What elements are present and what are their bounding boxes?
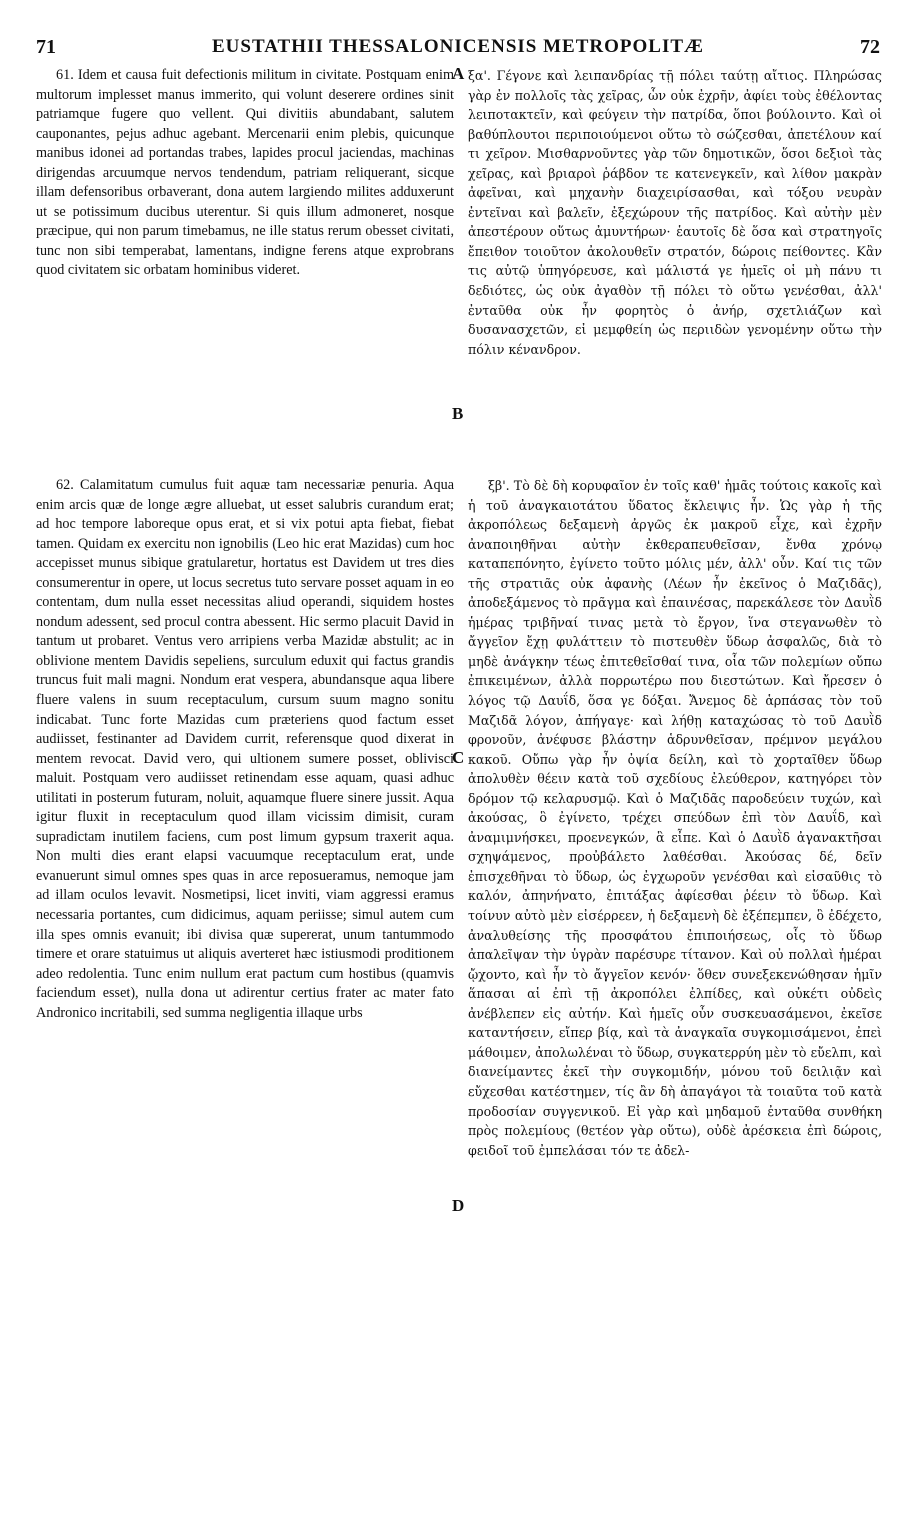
greek-column-section-61	[468, 66, 882, 359]
latin-column-section-61	[36, 66, 454, 281]
margin-marker-d: D	[452, 1196, 465, 1215]
running-title: EUSTATHII THESSALONICENSIS METROPOLITÆ	[211, 36, 705, 57]
latin-paragraph-61: 61. Idem et causa fuit defectionis militum in civitate. Postquam enim multorum implesset manus immerito, qui volunt deserere ordines sinit patriamque fugere quo vellent. Qui divitiis abundabant, salutem cauponantes, pejus adhuc agebant. Mercenarii enim plebis, quicunque manibus idonei ad portandas trabes, lapides procul jaciendas, machinas dirigendas arcuumque nervos tendendum, patriam reliquerant, sicque illam defensoribus orbaverant, dona autem largiendo milites adduxerunt ut se potissimum ducibus uterentur. Si quis illum admoneret, nosque præcipue, qui non parum timebamus, ne ille status rerum obesset civitati, tunc non sibi temperabat, lamentans, indigne ferens atque exprobrans quod civitatem sic orbatam hominibus videret.	[36, 67, 454, 279]
margin-marker-a: A	[452, 64, 465, 83]
latin-column-section-62	[36, 476, 454, 1023]
greek-paragraph-62: ξβ'. Τὸ δὲ δὴ κορυφαῖον ἐν τοῖς καθ' ἡμᾶς τούτοις κακοῖς καὶ ἡ τοῦ ἀναγκαιοτάτου ὕδατος ἔκλειψις ἦν. Ὡς γὰρ ἡ τῆς ἀκροπόλεως δεξαμενὴ ἀργῶς ἐκ μακροῦ εἶχε, καὶ ἐχρῆν ἀναποιηθῆναι αὐτὴν ἐκθεραπευθεῖσαν, ἔνθα χρόνῳ καταπεπόνητο, ἐγίνετο τοῦτο μόλις μέν, ἀλλ' οὖν. Καί τις τῶν τῆς στρατιᾶς οὐκ ἀφανὴς (Λέων ἦν ἐκεῖνος ὁ Μαζιδᾶς), ἀποδεξάμενος τὸ πρᾶγμα καὶ ἐπαινέσας, παρεκάλεσε τὸν Δαυῒδ ἡμέρας τριβῆναί τινας μετὰ τὸ ἔργον, ἵνα στεγανωθὲν τὸ ἄγγεῖον ἔχῃ φυλάττειν τὸ πιστευθὲν ὕδωρ ἀσφαλῶς, διὰ τὸ μηδὲ ἀνάγκην τέως ἐπιτεθεῖσθαί τινα, οἷα τῶν πολεμίων οὔπω ἐπικειμένων, ἀλλὰ πορρωτέρω που διεστώτων. Καὶ ἤρεσεν ὁ λόγος τῷ Δαυΐδ, ὅσα γε δόξαι. Ἄνεμος δὲ ἁρπάσας τὸν τοῦ Μαζιδᾶ λόγον, ἀπήγαγε· καὶ λήθῃ καταχώσας τὸ τοῦ Δαυῒδ φρονοῦν, ἀνέφυσε βλάστην ἁδρυνθεῖσαν, πρέμνον μεγάλου κακοῦ. Οὔπω γὰρ ἦν ὀψία δείλη, καὶ τὸ χορταῖθεν ὕδωρ ἀπολυθὲν θέειν κατὰ τοῦ σχεδίους ἐλεύθερον, κατηγόρει τὸν δρόμον τῷ κελαρυσμῷ. Καὶ ὁ Μαζιδᾶς παροδεύειν τυχών, καὶ ἀκούσας, ὃ ἐγίνετο, τρέχει σπεύδων ἐπὶ τὸν Δαυΐδ, καὶ ἀναμιμνήσκει, προενεγκών, ἃ εἶπε. Καὶ ὁ Δαυῒδ ἀγανακτῆσαι σχηψάμενος, προὐβάλετο λαθέσθαι. Ἀκούσας δέ, δεῖν ἐπισχεθῆναι τὸ ὕδωρ, ὡς ἐγχωροῦν γενέσθαι καὶ εἰσαῦθις τὸ καλόν, ἀπηνήνατο, ἐπιτάξας ἀφίεσθαι ῥέειν τὸ ὕδωρ. Καὶ τοίνυν αὐτὸ μὲν εἰσέρρεεν, ἡ δεξαμενὴ δὲ ἐξέπεμπεν, ὃ ἐδέχετο, ἀναλυθείσης τῆς προσφάτου ἐπιποιήσεως, οἷς τὸ ὕδωρ ἀπαλεῖψαν τὴν ὑγρὰν παρέσυρε τίτανον. Καὶ οὐ πολλαὶ ἡμέραι ᾤχοντο, καὶ ἦν τὸ ἄγγεῖον κενόν· ὅθεν συνεξεκενώθησαν ἡμῖν ἅπασαι αἱ ἐπὶ τῇ ἀκροπόλει ἐλπίδες, καὶ οὐκέτι οὐδεὶς ἀνέβλεπεν εἰς αὐτήν. Καὶ ἡμεῖς οὖν συσκευασάμενοι, ἐκεῖσε καταντήσειν, εἴπερ βίᾳ, καὶ τὰ ἀναγκαῖα συγκομισάμενοι, ἐπεὶ μάθοιμεν, ἀπολωλέναι τὸ ὕδωρ, συγκατερρύη μὲν τὸ εὔελπι, καὶ διανείμαντες ἐκεῖ τὴν συγκομιδήν, μόνου τοῦ δειλιᾷν καὶ εὔχεσθαι κατέστημεν, τίς ἂν δὴ ἀπαγάγοι τὰ τοιαῦτα τοῦ κατὰ προδοσίαν συγγενικοῦ. Εἰ γὰρ καὶ μηδαμοῦ ἐνταῦθα συνθήκη πρὸς πολεμίους (θετέον γὰρ οὕτω), οὐδὲ ἀρέσκεια ἐπὶ δώροις, φειδοῖ τοῦ ἐμπελάσαι τόν τε ἀδελ-	[468, 478, 882, 1158]
greek-paragraph-61: ξα'. Γέγονε καὶ λειπανδρίας τῇ πόλει ταύτῃ αἴτιος. Πληρώσας γὰρ ἐν πολλοῖς τὰς χεῖρας, ὧν οὐκ ἐχρῆν, ἀφίει τοὺς ἐθέλοντας λειποτακτεῖν, καὶ φεύγειν τὴν πατρίδα, ὅποι βούλοιντο. Καὶ οἱ βαθύπλουτοι περιποιούμενοι οὕτω τὸ σώζεσθαι, ἀπετέλουν καί τι χεῖρον. Μισθαρνοῦντες γὰρ τῶν δημοτικῶν, ὅσοι δεξιοὶ τὰς χεῖρας, καὶ βριαροὶ ῥάβδον τε κατενεγκεῖν, καὶ λίθον μακρὰν ἀφεῖναι, καὶ μηχανὴν διαχειρίσασθαι, καὶ τόξου νευρὰν ἐντεῖναι καὶ βαλεῖν, ἐξεχώρουν τῆς πατρίδος. Καὶ αὐτὴν μὲν ἀπεστέρουν οὕτως ἀμυντήρων· ἑαυτοῖς δὲ ὅσα καὶ στρατηγοῖς ἔπειθον τοιοῦτον ἀκολουθεῖν στρατόν, δώροις πείθοντες. Κἂν τις αὐτῷ ὑπηγόρευσε, καὶ μάλιστά γε ἡμεῖς οἱ μὴ πάνυ τι δεδιότες, ὡς οὐκ ἀγαθὸν τῇ πόλει τὸ οὕτω γενέσθαι, ἀλλ' ἐνταῦθα οὐκ ἦν φορητὸς ὁ ἀνήρ, σχετλιάζων καὶ δυσανασχετῶν, εἰ μεμφθείη ὡς περιιδὼν γενομένην οὕτω τὴν πόλιν κένανδρον.	[468, 68, 882, 357]
greek-column-section-62	[468, 476, 882, 1160]
margin-marker-b: B	[452, 404, 464, 423]
latin-paragraph-62: 62. Calamitatum cumulus fuit aquæ tam necessariæ penuria. Aqua enim arcis quæ de longe ægre alluebat, ut esset salubris curandum erat; ad hoc tempore laboreque opus erat, et si vix potui apta fiebat, fiebat tamen. Quidam ex exercitu non ignobilis (Leo hic erat Mazidas) cum hoc accepisset munus sibique gratularetur, hortatus est Davidem ut tres dies consumerentur in opere, ut locus secretus tuto servare posset aquam in eo contentam, dum nulla esset necessitas aliud operandi, siquidem hostes nondum adessent, sed procul contra abessent. Hic sermo placuit David in tantum ut probaret. Ventus vero arripiens verba Mazidæ abstulit; ac in oblivione mentem Davidis sepeliens, surculum eduxit qui factus grandis truncus fuit mali magni. Nondum erat vespera, abundansque aqua libere fluere valens in suum receptaculum, cursum suum magno sonitu indicabat. Tunc forte Mazidas cum præteriens quod factum esset audiisset, festinanter ad Davidem currit, referensque quod dixerat in mentem revocat. David vero, qui ultionem sumere posset, oblivisci maluit. Postquam vero audiisset retinendam esse aquam, quasi adhuc utilitati in posterum futuram, noluit, aquamque fluere sinere jussit. Aqua igitur fluxit in receptaculum quod illam vicissim dimisit, curam supradictam inutilem faciens, cum post limum gypsum traxerit aqua. Non multi dies erant elapsi vacuumque receptaculum erat, unde evanuerunt simul omnes spes quas in arce reposueramus, nemoque jam ad illam oculos levavit. Nosmetipsi, licet inviti, viam aggressi eramus necessaria portantes, cum didicimus, aquam periisse; simul autem cum illa spes omnis evanuit; ibi divisa quæ supererat, unum tantummodo timere et orare statuimus ut aliquis averteret hæc istiusmodi proditionem adeo redolentia. Tunc enim nullum erat pactum cum hostibus (quamvis faciendum esset), nulla dona ut adirentur certius frater ac mater fato Andronico incritabili, sed summa negligentia illaque urbs	[36, 477, 454, 1021]
page-header	[36, 36, 880, 64]
page-number-right: 72	[860, 36, 880, 58]
page-number-left: 71	[36, 36, 56, 58]
margin-marker-c: C	[452, 748, 465, 767]
